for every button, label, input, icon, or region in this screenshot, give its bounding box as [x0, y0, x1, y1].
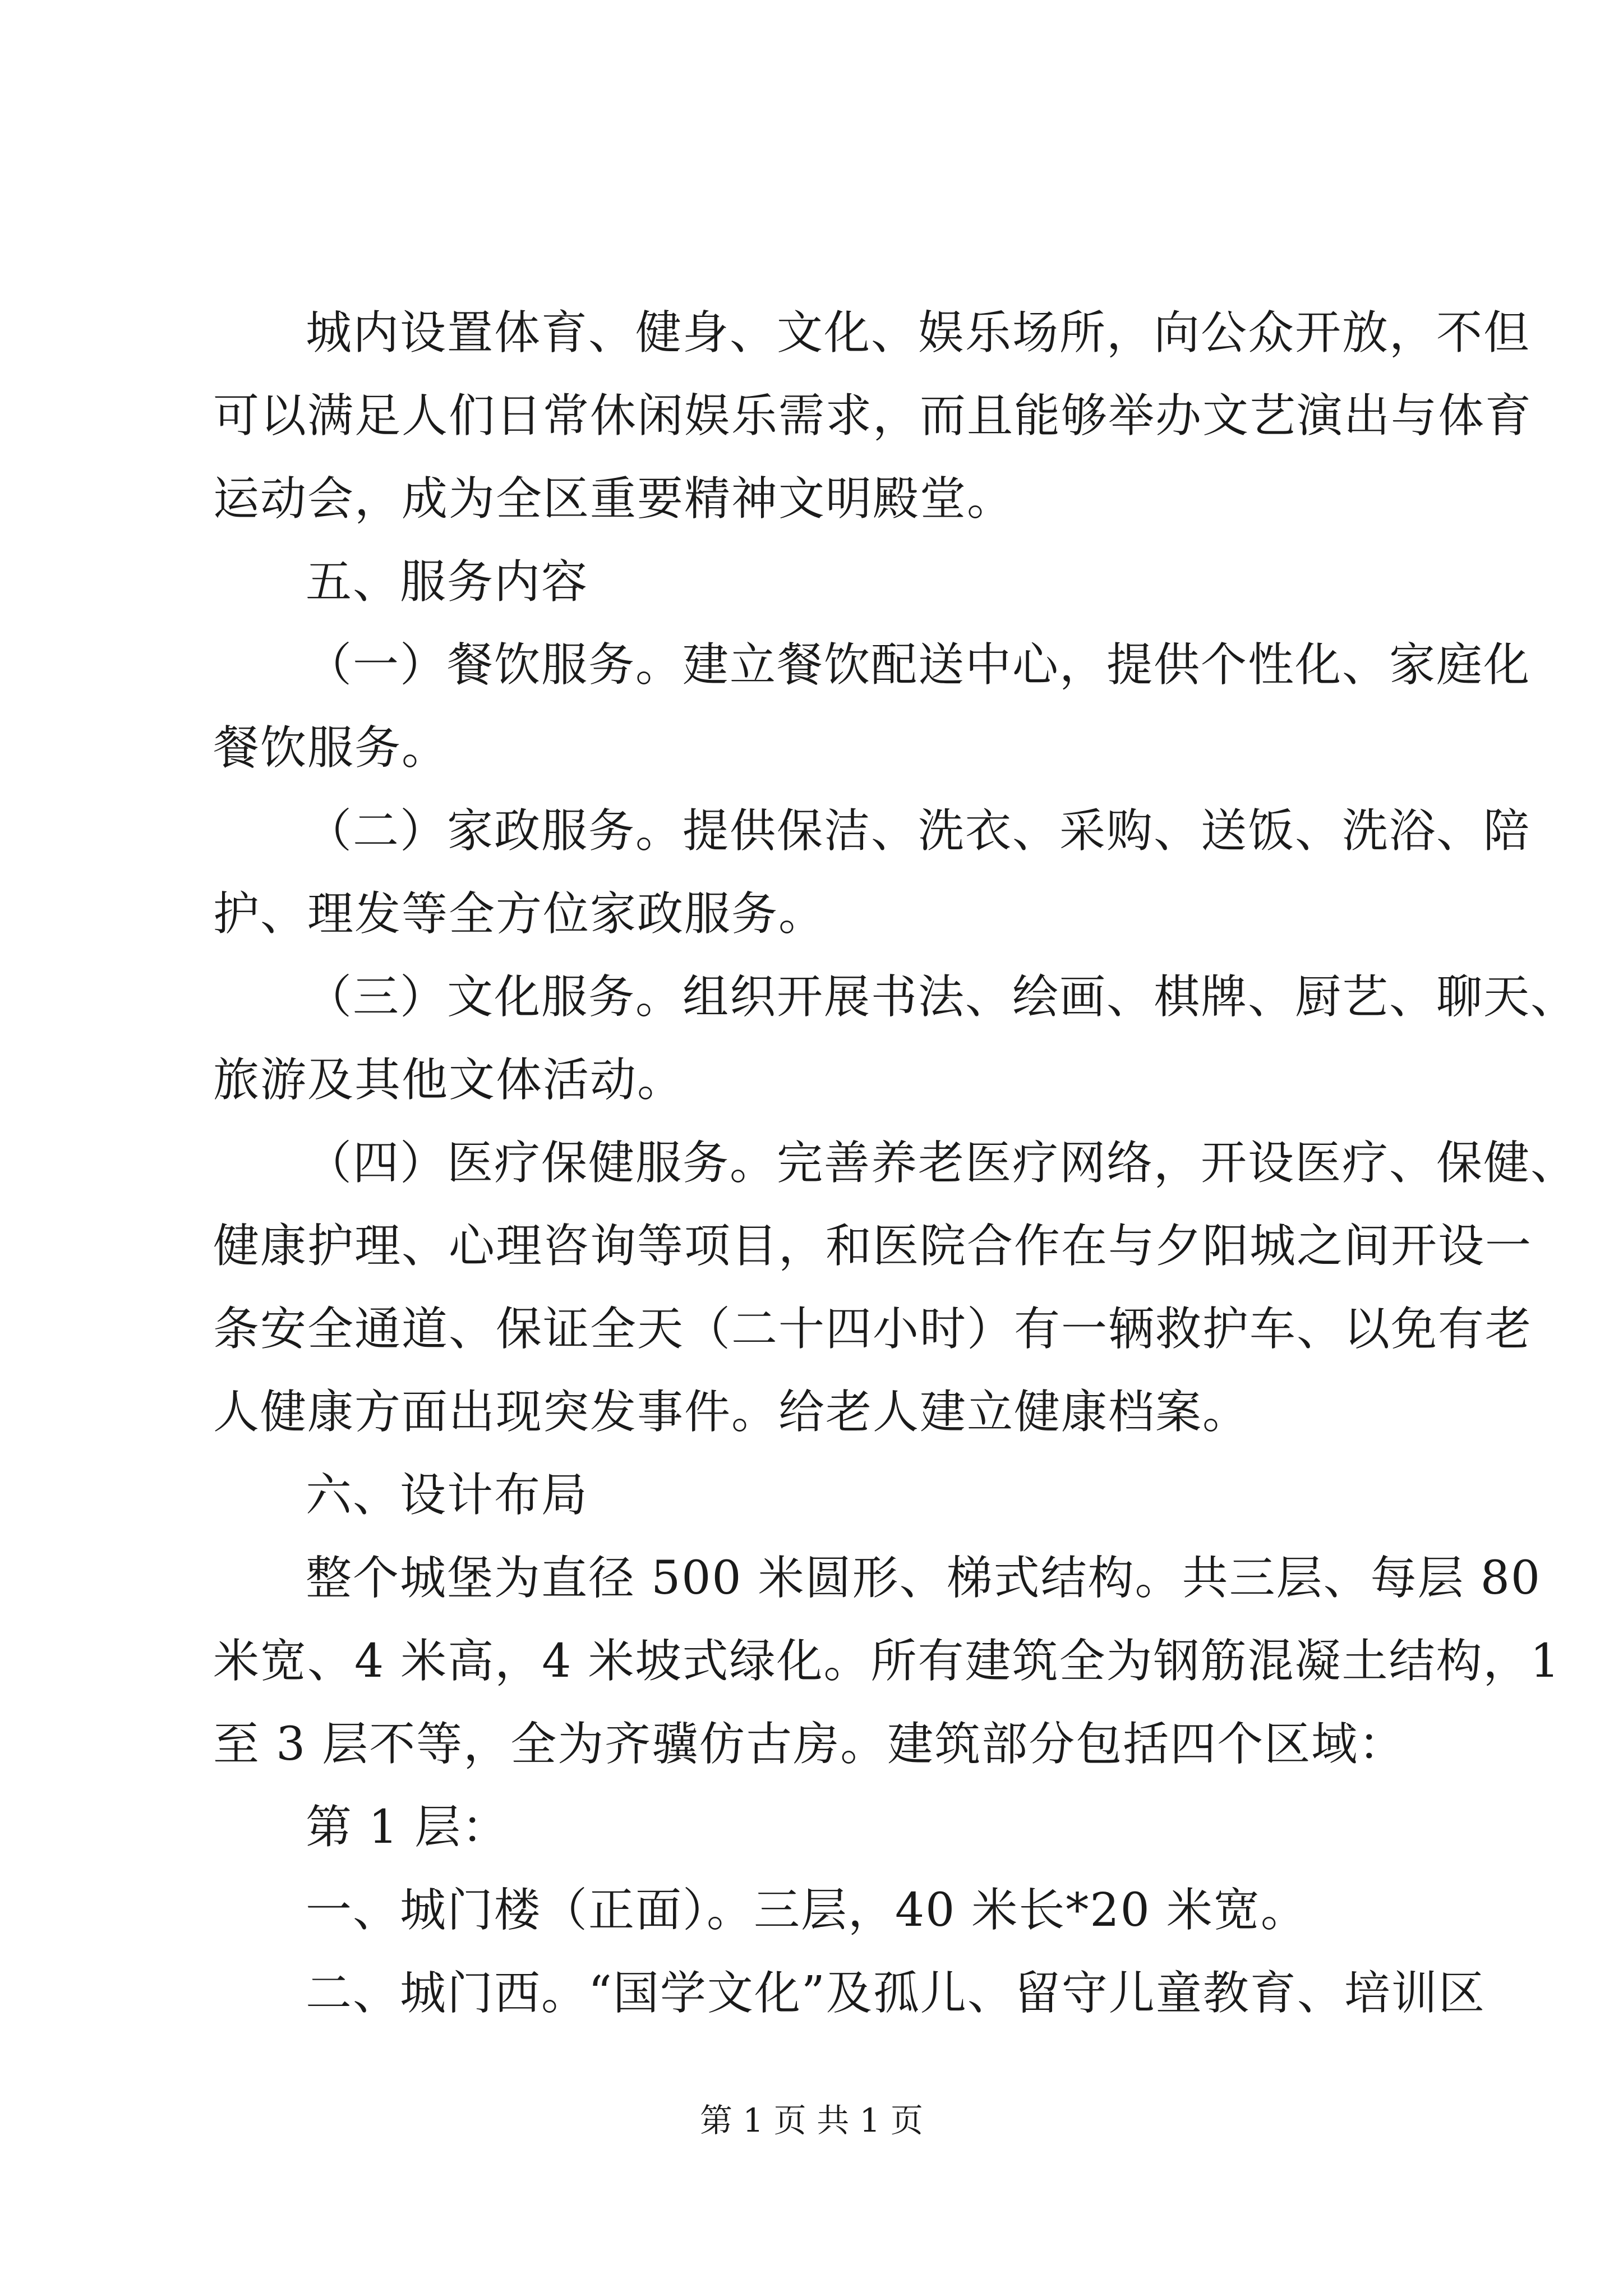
paragraph-line: 米宽、4 米高，4 米坡式绿化。所有建筑全为钢筋混凝土结构，1	[213, 1635, 1561, 1688]
paragraph-line: 餐饮服务。	[213, 721, 449, 775]
paragraph-line: 一、城门楼（正面）。三层，40 米长*20 米宽。	[306, 1884, 1308, 1937]
section-heading: 五、服务内容	[306, 555, 589, 609]
paragraph-line: 至 3 层不等，全为齐骥仿古房。建筑部分包括四个区域：	[213, 1718, 1406, 1771]
paragraph-line: 运动会，成为全区重要精神文明殿堂。	[213, 472, 1015, 526]
paragraph-line: 第 1 层：	[306, 1801, 509, 1854]
paragraph-line: （三）文化服务。组织开展书法、绘画、棋牌、厨艺、聊天、	[306, 970, 1578, 1024]
paragraph-line: （四）医疗保健服务。完善养老医疗网络，开设医疗、保健、	[306, 1137, 1578, 1190]
paragraph-line: （二）家政服务。提供保洁、洗衣、采购、送饭、洗浴、陪	[306, 804, 1531, 858]
paragraph-line: 城内设置体育、健身、文化、娱乐场所，向公众开放，不但	[306, 306, 1531, 360]
paragraph-line: 人健康方面出现突发事件。给老人建立健康档案。	[213, 1386, 1250, 1439]
paragraph-line: 护、理发等全方位家政服务。	[213, 887, 826, 941]
paragraph-line: 旅游及其他文体活动。	[213, 1053, 685, 1107]
paragraph-line: 整个城堡为直径 500 米圆形、梯式结构。共三层、每层 80	[306, 1552, 1542, 1605]
paragraph-line: 条安全通道、保证全天（二十四小时）有一辆救护车、以免有老	[213, 1303, 1533, 1356]
document-body	[213, 292, 1578, 2035]
paragraph-line: 可以满足人们日常休闲娱乐需求，而且能够举办文艺演出与体育	[213, 389, 1533, 443]
paragraph-line: （一）餐饮服务。建立餐饮配送中心，提供个性化、家庭化	[306, 638, 1531, 692]
paragraph-line: 二、城门西。“国学文化”及孤儿、留守儿童教育、培训区	[306, 1967, 1486, 2020]
section-heading: 六、设计布局	[306, 1469, 589, 1522]
page-footer: 第 1 页 共 1 页	[700, 2101, 923, 2139]
paragraph-line: 健康护理、心理咨询等项目，和医院合作在与夕阳城之间开设一	[213, 1220, 1533, 1273]
